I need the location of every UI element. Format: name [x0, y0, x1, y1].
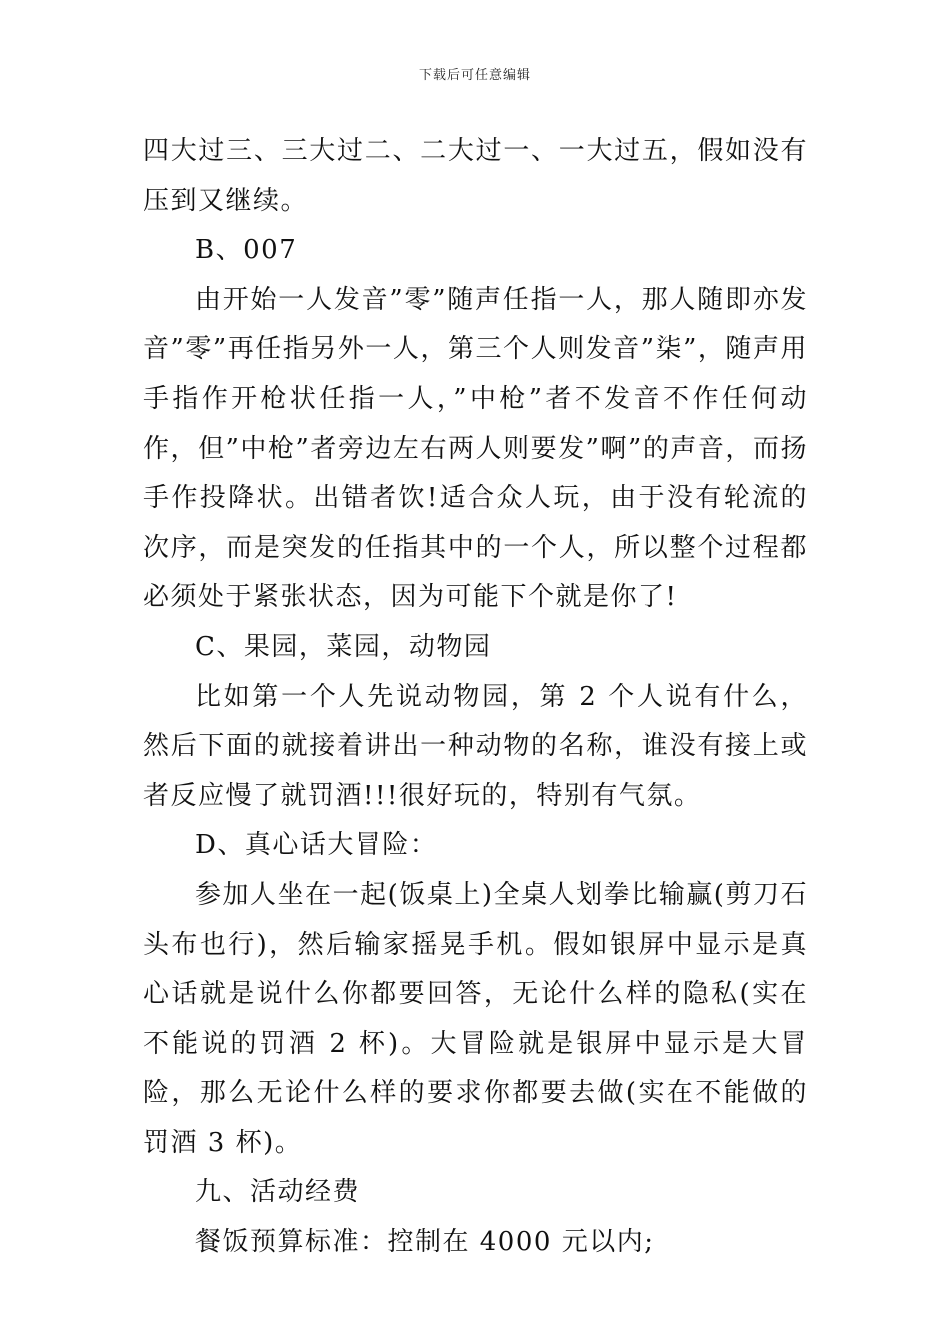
section-heading-budget: 九、活动经费: [195, 1177, 361, 1208]
paragraph-rules-continued: 四大过三、三大过二、二大过一、一大过五，假如没有压到又继续。: [143, 136, 808, 216]
paragraph-budget: 餐饭预算标准：控制在 4000 元以内;: [195, 1227, 655, 1258]
paragraph-truth-dare-rules: 参加人坐在一起(饭桌上)全桌人划拳比输赢(剪刀石头布也行)，然后输家摇晃手机。假如银屏中显示是真心话就是说什么你都要回答，无论什么样的隐私(实在不能说的罚酒 2 杯)。大冒险就是银屏中显示是大冒险，那么无论什么样的要求你都要去做(实在不能做的罚酒 3 杯)。: [143, 879, 808, 1158]
section-heading-b: B、007: [195, 235, 298, 266]
page-header: 下载后可任意编辑: [418, 68, 531, 83]
section-heading-d: D、真心话大冒险：: [195, 830, 438, 861]
document-body: [143, 127, 808, 1268]
section-heading-c: C、果园，菜园，动物园: [195, 631, 492, 662]
paragraph-garden-rules: 比如第一个人先说动物园，第 2 个人说有什么，然后下面的就接着讲出一种动物的名称，谁没有接上或者反应慢了就罚酒!!!很好玩的，特别有气氛。: [143, 681, 808, 811]
paragraph-007-rules: 由开始一人发音”零”随声任指一人，那人随即亦发音”零”再任指另外一人，第三个人则发音”柒”，随声用手指作开枪状任指一人，”中枪”者不发音不作任何动作，但”中枪”者旁边左右两人则要发”啊”的声音，而扬手作投降状。出错者饮!适合众人玩，由于没有轮流的次序，而是突发的任指其中的一个人，所以整个过程都必须处于紧张状态，因为可能下个就是你了!: [143, 284, 808, 613]
